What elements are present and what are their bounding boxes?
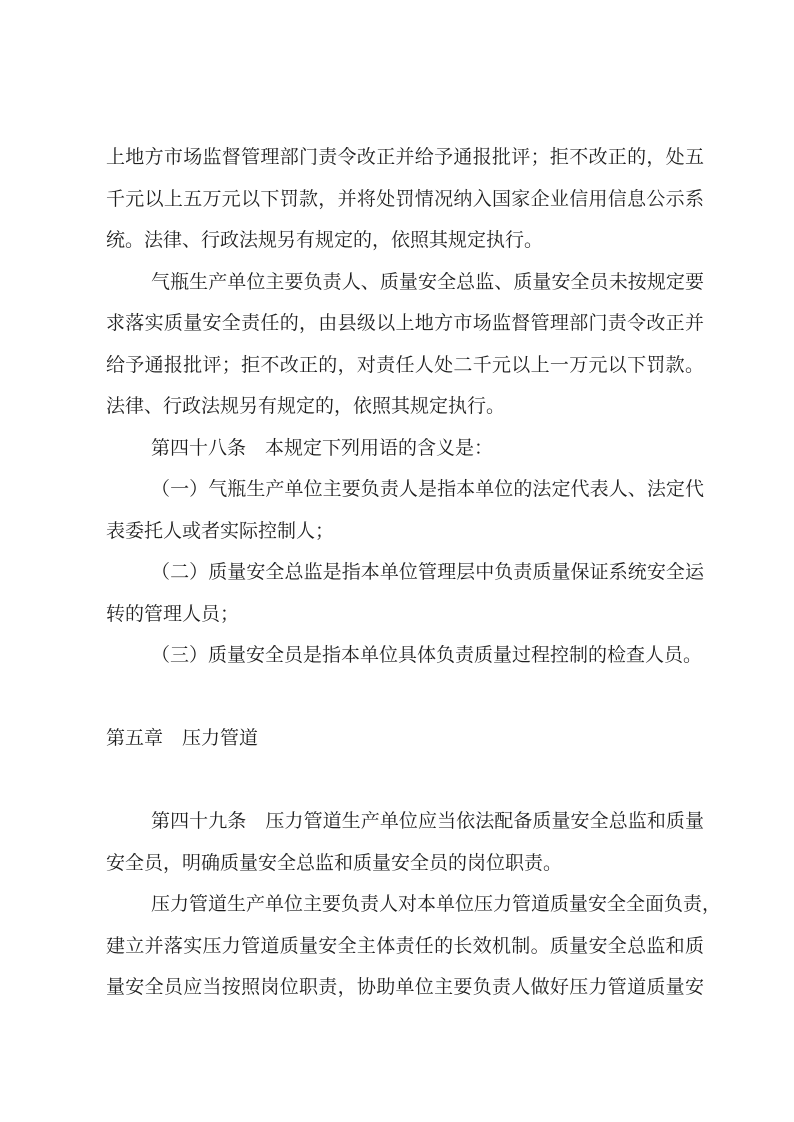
text-line: 压力管道生产单位主要负责人对本单位压力管道质量安全全面负责， (151, 894, 722, 915)
text-line: （一）气瓶生产单位主要负责人是指本单位的法定代表人、法定代 (151, 479, 704, 500)
text-line: 求落实质量安全责任的，由县级以上地方市场监督管理部门责令改正并 (106, 313, 704, 334)
text-line: 上地方市场监督管理部门责令改正并给予通报批评；拒不改正的，处五 (106, 147, 704, 168)
text-line: 建立并落实压力管道质量安全主体责任的长效机制。质量安全总监和质 (106, 935, 704, 957)
text-line: 安全员，明确质量安全总监和质量安全员的岗位职责。 (106, 852, 563, 874)
text-line: 给予通报批评；拒不改正的，对责任人处二千元以上一万元以下罚款。 (106, 354, 704, 376)
text-line: 法律、行政法规另有规定的，依照其规定执行。 (106, 396, 506, 417)
article-48-line: 第四十八条 本规定下列用语的含义是： (151, 437, 494, 459)
text-line: （二）质量安全总监是指本单位管理层中负责质量保证系统安全运 (151, 562, 704, 583)
text-line: 统。法律、行政法规另有规定的，依照其规定执行。 (106, 230, 544, 251)
chapter-heading: 第五章 压力管道 (106, 728, 259, 749)
article-49-line: 第四十九条 压力管道生产单位应当依法配备质量安全总监和质量 (151, 811, 704, 832)
text-line: 气瓶生产单位主要负责人、质量安全总监、质量安全员未按规定要 (151, 271, 704, 293)
text-line: 表委托人或者实际控制人； (106, 520, 335, 542)
text-line: 量安全员应当按照岗位职责，协助单位主要负责人做好压力管道质量安 (106, 977, 704, 998)
text-line: 转的管理人员； (106, 603, 240, 625)
document-body (106, 137, 722, 1009)
text-line: 千元以上五万元以下罚款，并将处罚情况纳入国家企业信用信息公示系 (106, 188, 704, 210)
text-line: （三）质量安全员是指本单位具体负责质量过程控制的检查人员。 (151, 645, 703, 666)
